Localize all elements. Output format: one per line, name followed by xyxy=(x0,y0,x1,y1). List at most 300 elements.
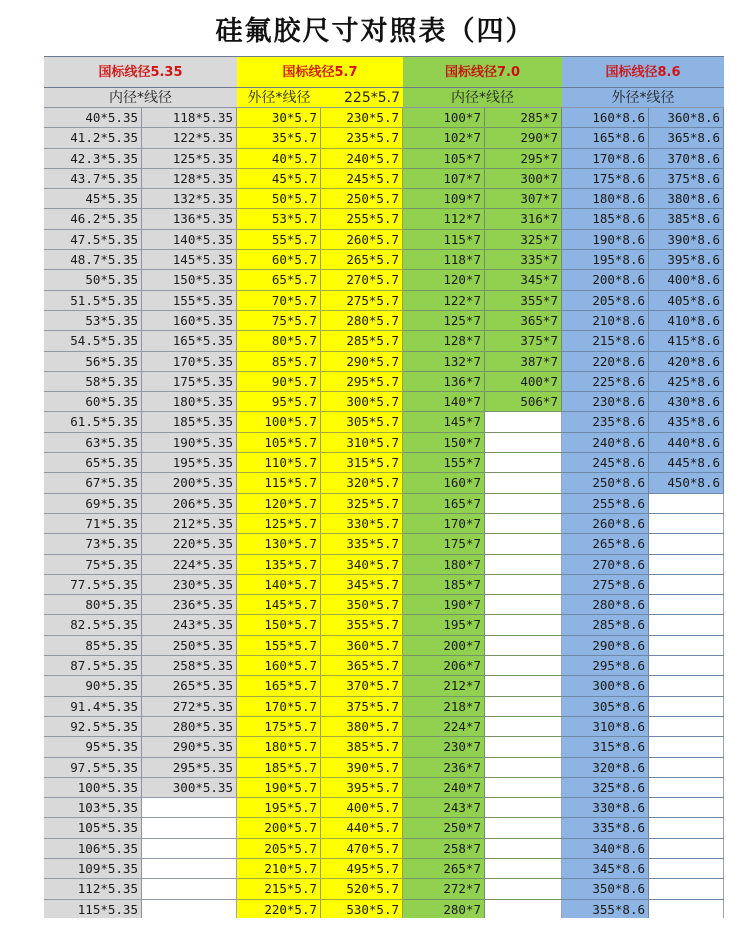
table-cell[interactable] xyxy=(649,555,724,574)
table-cell[interactable]: 387*7 xyxy=(485,352,562,371)
table-cell[interactable]: 295*7 xyxy=(485,149,562,168)
table-cell[interactable]: 80*5.35 xyxy=(44,595,142,614)
table-cell[interactable]: 395*5.7 xyxy=(321,778,403,797)
table-cell[interactable]: 136*7 xyxy=(403,372,485,391)
table-cell[interactable]: 95*5.7 xyxy=(237,392,321,411)
table-cell[interactable]: 185*5.7 xyxy=(237,758,321,777)
table-cell[interactable]: 180*5.7 xyxy=(237,737,321,756)
table-cell[interactable] xyxy=(649,575,724,594)
table-cell[interactable]: 195*5.35 xyxy=(142,453,237,472)
table-cell[interactable]: 285*5.7 xyxy=(321,331,403,350)
table-cell[interactable] xyxy=(485,514,562,533)
table-cell[interactable]: 150*5.35 xyxy=(142,270,237,289)
table-cell[interactable]: 175*7 xyxy=(403,534,485,553)
table-cell[interactable]: 220*5.7 xyxy=(237,900,321,918)
table-cell[interactable]: 195*5.7 xyxy=(237,798,321,817)
table-cell[interactable]: 130*5.7 xyxy=(237,534,321,553)
table-cell[interactable] xyxy=(485,818,562,837)
table-cell[interactable]: 495*5.7 xyxy=(321,859,403,878)
table-cell[interactable]: 180*7 xyxy=(403,555,485,574)
table-cell[interactable] xyxy=(142,818,237,837)
table-cell[interactable]: 53*5.35 xyxy=(44,311,142,330)
table-cell[interactable]: 180*5.35 xyxy=(142,392,237,411)
table-cell[interactable]: 285*7 xyxy=(485,108,562,127)
table-cell[interactable]: 355*7 xyxy=(485,291,562,310)
table-cell[interactable]: 155*5.7 xyxy=(237,636,321,655)
table-cell[interactable]: 285*8.6 xyxy=(562,615,649,634)
table-cell[interactable]: 265*5.35 xyxy=(142,676,237,695)
table-cell[interactable]: 290*5.35 xyxy=(142,737,237,756)
table-cell[interactable]: 250*7 xyxy=(403,818,485,837)
table-cell[interactable]: 115*5.35 xyxy=(44,900,142,918)
table-cell[interactable]: 300*5.7 xyxy=(321,392,403,411)
table-cell[interactable] xyxy=(485,534,562,553)
table-cell[interactable]: 125*7 xyxy=(403,311,485,330)
table-cell[interactable]: 35*5.7 xyxy=(237,128,321,147)
table-cell[interactable]: 85*5.35 xyxy=(44,636,142,655)
table-cell[interactable]: 224*7 xyxy=(403,717,485,736)
table-cell[interactable]: 120*5.7 xyxy=(237,494,321,513)
table-cell[interactable]: 235*5.7 xyxy=(321,128,403,147)
table-cell[interactable]: 355*5.7 xyxy=(321,615,403,634)
table-cell[interactable]: 230*8.6 xyxy=(562,392,649,411)
table-cell[interactable]: 335*7 xyxy=(485,250,562,269)
table-cell[interactable]: 245*8.6 xyxy=(562,453,649,472)
table-cell[interactable]: 290*8.6 xyxy=(562,636,649,655)
table-cell[interactable]: 155*5.35 xyxy=(142,291,237,310)
table-cell[interactable]: 380*5.7 xyxy=(321,717,403,736)
table-cell[interactable]: 73*5.35 xyxy=(44,534,142,553)
table-cell[interactable]: 215*8.6 xyxy=(562,331,649,350)
table-cell[interactable]: 71*5.35 xyxy=(44,514,142,533)
table-cell[interactable] xyxy=(485,656,562,675)
table-cell[interactable]: 43.7*5.35 xyxy=(44,169,142,188)
table-cell[interactable]: 105*5.7 xyxy=(237,433,321,452)
table-cell[interactable]: 370*8.6 xyxy=(649,149,724,168)
table-cell[interactable]: 132*7 xyxy=(403,352,485,371)
table-cell[interactable]: 506*7 xyxy=(485,392,562,411)
table-cell[interactable]: 160*5.35 xyxy=(142,311,237,330)
table-cell[interactable]: 60*5.35 xyxy=(44,392,142,411)
table-cell[interactable]: 320*8.6 xyxy=(562,758,649,777)
table-cell[interactable]: 70*5.7 xyxy=(237,291,321,310)
table-cell[interactable]: 65*5.7 xyxy=(237,270,321,289)
table-cell[interactable]: 205*5.7 xyxy=(237,839,321,858)
table-cell[interactable]: 310*5.7 xyxy=(321,433,403,452)
table-cell[interactable]: 61.5*5.35 xyxy=(44,412,142,431)
table-cell[interactable]: 300*7 xyxy=(485,169,562,188)
table-cell[interactable]: 245*5.7 xyxy=(321,169,403,188)
table-cell[interactable]: 365*5.7 xyxy=(321,656,403,675)
table-cell[interactable]: 165*8.6 xyxy=(562,128,649,147)
table-cell[interactable]: 350*5.7 xyxy=(321,595,403,614)
table-cell[interactable]: 340*5.7 xyxy=(321,555,403,574)
table-cell[interactable]: 109*5.35 xyxy=(44,859,142,878)
table-cell[interactable]: 345*7 xyxy=(485,270,562,289)
table-cell[interactable]: 42.3*5.35 xyxy=(44,149,142,168)
table-cell[interactable]: 160*5.7 xyxy=(237,656,321,675)
table-cell[interactable]: 200*5.35 xyxy=(142,473,237,492)
table-cell[interactable]: 295*5.7 xyxy=(321,372,403,391)
table-cell[interactable]: 45*5.35 xyxy=(44,189,142,208)
table-cell[interactable]: 290*5.7 xyxy=(321,352,403,371)
table-cell[interactable] xyxy=(485,697,562,716)
table-cell[interactable]: 170*5.35 xyxy=(142,352,237,371)
table-cell[interactable]: 415*8.6 xyxy=(649,331,724,350)
table-cell[interactable]: 47.5*5.35 xyxy=(44,230,142,249)
table-cell[interactable]: 122*5.35 xyxy=(142,128,237,147)
table-cell[interactable]: 230*5.35 xyxy=(142,575,237,594)
table-cell[interactable]: 85*5.7 xyxy=(237,352,321,371)
table-cell[interactable]: 30*5.7 xyxy=(237,108,321,127)
table-cell[interactable] xyxy=(485,412,562,431)
table-cell[interactable]: 425*8.6 xyxy=(649,372,724,391)
table-cell[interactable] xyxy=(649,737,724,756)
table-cell[interactable]: 112*5.35 xyxy=(44,879,142,898)
table-cell[interactable]: 370*5.7 xyxy=(321,676,403,695)
table-cell[interactable]: 375*5.7 xyxy=(321,697,403,716)
table-cell[interactable]: 140*7 xyxy=(403,392,485,411)
table-cell[interactable] xyxy=(142,798,237,817)
table-cell[interactable]: 107*7 xyxy=(403,169,485,188)
table-cell[interactable]: 355*8.6 xyxy=(562,900,649,918)
table-cell[interactable]: 132*5.35 xyxy=(142,189,237,208)
table-cell[interactable]: 170*5.7 xyxy=(237,697,321,716)
table-cell[interactable]: 140*5.35 xyxy=(142,230,237,249)
table-cell[interactable] xyxy=(485,839,562,858)
table-cell[interactable]: 255*5.7 xyxy=(321,209,403,228)
table-cell[interactable] xyxy=(649,494,724,513)
table-cell[interactable] xyxy=(485,778,562,797)
table-cell[interactable]: 100*7 xyxy=(403,108,485,127)
table-cell[interactable] xyxy=(485,433,562,452)
table-cell[interactable]: 100*5.35 xyxy=(44,778,142,797)
table-cell[interactable]: 106*5.35 xyxy=(44,839,142,858)
table-cell[interactable]: 160*7 xyxy=(403,473,485,492)
table-cell[interactable]: 275*5.7 xyxy=(321,291,403,310)
table-cell[interactable]: 280*5.35 xyxy=(142,717,237,736)
table-cell[interactable]: 118*7 xyxy=(403,250,485,269)
table-cell[interactable]: 400*8.6 xyxy=(649,270,724,289)
table-cell[interactable]: 440*8.6 xyxy=(649,433,724,452)
table-cell[interactable]: 272*7 xyxy=(403,879,485,898)
table-cell[interactable]: 310*8.6 xyxy=(562,717,649,736)
table-cell[interactable]: 365*8.6 xyxy=(649,128,724,147)
table-cell[interactable]: 265*5.7 xyxy=(321,250,403,269)
table-cell[interactable]: 210*8.6 xyxy=(562,311,649,330)
table-cell[interactable] xyxy=(649,879,724,898)
table-cell[interactable]: 236*5.35 xyxy=(142,595,237,614)
table-cell[interactable]: 185*7 xyxy=(403,575,485,594)
table-cell[interactable]: 100*5.7 xyxy=(237,412,321,431)
table-cell[interactable]: 300*8.6 xyxy=(562,676,649,695)
table-cell[interactable]: 330*5.7 xyxy=(321,514,403,533)
table-cell[interactable]: 95*5.35 xyxy=(44,737,142,756)
table-cell[interactable]: 40*5.35 xyxy=(44,108,142,127)
table-cell[interactable] xyxy=(485,737,562,756)
table-cell[interactable]: 170*7 xyxy=(403,514,485,533)
table-cell[interactable]: 145*7 xyxy=(403,412,485,431)
table-cell[interactable]: 63*5.35 xyxy=(44,433,142,452)
table-cell[interactable]: 360*5.7 xyxy=(321,636,403,655)
table-cell[interactable]: 350*8.6 xyxy=(562,879,649,898)
table-cell[interactable]: 410*8.6 xyxy=(649,311,724,330)
table-cell[interactable]: 340*8.6 xyxy=(562,839,649,858)
table-cell[interactable]: 45*5.7 xyxy=(237,169,321,188)
table-cell[interactable]: 255*8.6 xyxy=(562,494,649,513)
table-cell[interactable]: 330*8.6 xyxy=(562,798,649,817)
table-cell[interactable]: 195*8.6 xyxy=(562,250,649,269)
table-cell[interactable]: 445*8.6 xyxy=(649,453,724,472)
table-cell[interactable]: 270*5.7 xyxy=(321,270,403,289)
table-cell[interactable]: 220*5.35 xyxy=(142,534,237,553)
table-cell[interactable]: 190*8.6 xyxy=(562,230,649,249)
table-cell[interactable] xyxy=(649,758,724,777)
table-cell[interactable]: 40*5.7 xyxy=(237,149,321,168)
table-cell[interactable]: 305*5.7 xyxy=(321,412,403,431)
table-cell[interactable]: 210*5.7 xyxy=(237,859,321,878)
table-cell[interactable]: 128*5.35 xyxy=(142,169,237,188)
table-cell[interactable]: 110*5.7 xyxy=(237,453,321,472)
table-cell[interactable] xyxy=(649,900,724,918)
table-cell[interactable]: 190*5.35 xyxy=(142,433,237,452)
table-cell[interactable]: 335*5.7 xyxy=(321,534,403,553)
table-cell[interactable]: 60*5.7 xyxy=(237,250,321,269)
table-cell[interactable]: 175*5.7 xyxy=(237,717,321,736)
table-cell[interactable]: 300*5.35 xyxy=(142,778,237,797)
table-cell[interactable]: 260*5.7 xyxy=(321,230,403,249)
table-cell[interactable] xyxy=(649,615,724,634)
table-cell[interactable]: 165*5.35 xyxy=(142,331,237,350)
table-cell[interactable]: 400*5.7 xyxy=(321,798,403,817)
table-cell[interactable]: 212*5.35 xyxy=(142,514,237,533)
table-cell[interactable]: 58*5.35 xyxy=(44,372,142,391)
table-cell[interactable]: 67*5.35 xyxy=(44,473,142,492)
table-cell[interactable] xyxy=(485,615,562,634)
table-cell[interactable]: 92.5*5.35 xyxy=(44,717,142,736)
table-cell[interactable]: 170*8.6 xyxy=(562,149,649,168)
table-cell[interactable]: 290*7 xyxy=(485,128,562,147)
table-cell[interactable]: 41.2*5.35 xyxy=(44,128,142,147)
table-cell[interactable] xyxy=(649,514,724,533)
table-cell[interactable]: 420*8.6 xyxy=(649,352,724,371)
table-cell[interactable]: 175*5.35 xyxy=(142,372,237,391)
table-cell[interactable] xyxy=(485,575,562,594)
table-cell[interactable]: 240*8.6 xyxy=(562,433,649,452)
table-cell[interactable]: 385*5.7 xyxy=(321,737,403,756)
table-cell[interactable] xyxy=(485,859,562,878)
table-cell[interactable]: 56*5.35 xyxy=(44,352,142,371)
table-cell[interactable]: 265*8.6 xyxy=(562,534,649,553)
table-cell[interactable]: 360*8.6 xyxy=(649,108,724,127)
table-cell[interactable]: 195*7 xyxy=(403,615,485,634)
table-cell[interactable]: 125*5.7 xyxy=(237,514,321,533)
table-cell[interactable] xyxy=(142,859,237,878)
table-cell[interactable]: 220*8.6 xyxy=(562,352,649,371)
table-cell[interactable]: 320*5.7 xyxy=(321,473,403,492)
table-cell[interactable]: 240*5.7 xyxy=(321,149,403,168)
table-cell[interactable]: 315*5.7 xyxy=(321,453,403,472)
table-cell[interactable]: 243*5.35 xyxy=(142,615,237,634)
table-cell[interactable] xyxy=(142,839,237,858)
table-cell[interactable]: 206*5.35 xyxy=(142,494,237,513)
table-cell[interactable]: 235*8.6 xyxy=(562,412,649,431)
table-cell[interactable]: 250*5.35 xyxy=(142,636,237,655)
table-cell[interactable]: 185*5.35 xyxy=(142,412,237,431)
table-cell[interactable]: 224*5.35 xyxy=(142,555,237,574)
table-cell[interactable]: 103*5.35 xyxy=(44,798,142,817)
table-cell[interactable]: 206*7 xyxy=(403,656,485,675)
table-cell[interactable]: 200*7 xyxy=(403,636,485,655)
table-cell[interactable] xyxy=(485,900,562,918)
table-cell[interactable]: 190*5.7 xyxy=(237,778,321,797)
table-cell[interactable]: 295*5.35 xyxy=(142,758,237,777)
table-cell[interactable]: 200*5.7 xyxy=(237,818,321,837)
table-cell[interactable]: 230*5.7 xyxy=(321,108,403,127)
table-cell[interactable]: 75*5.35 xyxy=(44,555,142,574)
table-cell[interactable]: 125*5.35 xyxy=(142,149,237,168)
table-cell[interactable]: 136*5.35 xyxy=(142,209,237,228)
table-cell[interactable] xyxy=(649,534,724,553)
table-cell[interactable]: 325*8.6 xyxy=(562,778,649,797)
table-cell[interactable]: 50*5.7 xyxy=(237,189,321,208)
table-cell[interactable]: 265*7 xyxy=(403,859,485,878)
table-cell[interactable]: 470*5.7 xyxy=(321,839,403,858)
table-cell[interactable]: 115*5.7 xyxy=(237,473,321,492)
table-cell[interactable] xyxy=(649,818,724,837)
table-cell[interactable]: 165*7 xyxy=(403,494,485,513)
table-cell[interactable] xyxy=(485,879,562,898)
table-cell[interactable]: 236*7 xyxy=(403,758,485,777)
table-cell[interactable]: 295*8.6 xyxy=(562,656,649,675)
table-cell[interactable] xyxy=(485,494,562,513)
table-cell[interactable]: 145*5.7 xyxy=(237,595,321,614)
table-cell[interactable]: 190*7 xyxy=(403,595,485,614)
table-cell[interactable]: 65*5.35 xyxy=(44,453,142,472)
table-cell[interactable] xyxy=(485,758,562,777)
table-cell[interactable]: 435*8.6 xyxy=(649,412,724,431)
table-cell[interactable]: 280*5.7 xyxy=(321,311,403,330)
table-cell[interactable]: 335*8.6 xyxy=(562,818,649,837)
table-cell[interactable]: 175*8.6 xyxy=(562,169,649,188)
table-cell[interactable] xyxy=(485,453,562,472)
table-cell[interactable]: 305*8.6 xyxy=(562,697,649,716)
table-cell[interactable]: 55*5.7 xyxy=(237,230,321,249)
table-cell[interactable]: 109*7 xyxy=(403,189,485,208)
table-cell[interactable]: 230*7 xyxy=(403,737,485,756)
table-cell[interactable]: 520*5.7 xyxy=(321,879,403,898)
table-cell[interactable]: 185*8.6 xyxy=(562,209,649,228)
table-cell[interactable]: 365*7 xyxy=(485,311,562,330)
table-cell[interactable]: 69*5.35 xyxy=(44,494,142,513)
table-cell[interactable]: 258*5.35 xyxy=(142,656,237,675)
table-cell[interactable]: 135*5.7 xyxy=(237,555,321,574)
table-cell[interactable]: 250*5.7 xyxy=(321,189,403,208)
table-cell[interactable]: 307*7 xyxy=(485,189,562,208)
table-cell[interactable]: 325*7 xyxy=(485,230,562,249)
table-cell[interactable] xyxy=(649,595,724,614)
table-cell[interactable]: 115*7 xyxy=(403,230,485,249)
table-cell[interactable]: 530*5.7 xyxy=(321,900,403,918)
table-cell[interactable] xyxy=(649,656,724,675)
table-cell[interactable]: 375*7 xyxy=(485,331,562,350)
table-cell[interactable] xyxy=(142,879,237,898)
table-cell[interactable]: 54.5*5.35 xyxy=(44,331,142,350)
table-cell[interactable]: 280*8.6 xyxy=(562,595,649,614)
table-cell[interactable]: 46.2*5.35 xyxy=(44,209,142,228)
table-cell[interactable] xyxy=(649,798,724,817)
table-cell[interactable] xyxy=(485,555,562,574)
table-cell[interactable]: 272*5.35 xyxy=(142,697,237,716)
table-cell[interactable]: 48.7*5.35 xyxy=(44,250,142,269)
table-cell[interactable]: 165*5.7 xyxy=(237,676,321,695)
table-cell[interactable]: 91.4*5.35 xyxy=(44,697,142,716)
table-cell[interactable]: 75*5.7 xyxy=(237,311,321,330)
table-cell[interactable] xyxy=(485,473,562,492)
table-cell[interactable]: 395*8.6 xyxy=(649,250,724,269)
table-cell[interactable] xyxy=(649,859,724,878)
table-cell[interactable]: 380*8.6 xyxy=(649,189,724,208)
table-cell[interactable]: 240*7 xyxy=(403,778,485,797)
table-cell[interactable]: 325*5.7 xyxy=(321,494,403,513)
table-cell[interactable]: 105*5.35 xyxy=(44,818,142,837)
table-cell[interactable]: 180*8.6 xyxy=(562,189,649,208)
table-cell[interactable]: 53*5.7 xyxy=(237,209,321,228)
table-cell[interactable]: 90*5.7 xyxy=(237,372,321,391)
table-cell[interactable]: 225*8.6 xyxy=(562,372,649,391)
table-cell[interactable]: 87.5*5.35 xyxy=(44,656,142,675)
table-cell[interactable]: 160*8.6 xyxy=(562,108,649,127)
table-cell[interactable]: 102*7 xyxy=(403,128,485,147)
table-cell[interactable] xyxy=(485,676,562,695)
table-cell[interactable]: 258*7 xyxy=(403,839,485,858)
table-cell[interactable] xyxy=(485,636,562,655)
table-cell[interactable]: 77.5*5.35 xyxy=(44,575,142,594)
table-cell[interactable]: 80*5.7 xyxy=(237,331,321,350)
table-cell[interactable]: 316*7 xyxy=(485,209,562,228)
table-cell[interactable]: 215*5.7 xyxy=(237,879,321,898)
table-cell[interactable]: 90*5.35 xyxy=(44,676,142,695)
table-cell[interactable]: 405*8.6 xyxy=(649,291,724,310)
table-cell[interactable]: 385*8.6 xyxy=(649,209,724,228)
table-cell[interactable]: 122*7 xyxy=(403,291,485,310)
table-cell[interactable]: 400*7 xyxy=(485,372,562,391)
table-cell[interactable]: 145*5.35 xyxy=(142,250,237,269)
table-cell[interactable]: 112*7 xyxy=(403,209,485,228)
table-cell[interactable]: 450*8.6 xyxy=(649,473,724,492)
table-cell[interactable]: 375*8.6 xyxy=(649,169,724,188)
table-cell[interactable]: 440*5.7 xyxy=(321,818,403,837)
table-cell[interactable] xyxy=(142,900,237,918)
table-cell[interactable]: 280*7 xyxy=(403,900,485,918)
table-cell[interactable]: 150*7 xyxy=(403,433,485,452)
table-cell[interactable] xyxy=(485,798,562,817)
table-cell[interactable] xyxy=(485,717,562,736)
table-cell[interactable]: 390*5.7 xyxy=(321,758,403,777)
table-cell[interactable]: 345*8.6 xyxy=(562,859,649,878)
table-cell[interactable] xyxy=(649,717,724,736)
table-cell[interactable]: 270*8.6 xyxy=(562,555,649,574)
table-cell[interactable]: 315*8.6 xyxy=(562,737,649,756)
table-cell[interactable]: 430*8.6 xyxy=(649,392,724,411)
table-cell[interactable] xyxy=(485,595,562,614)
table-cell[interactable]: 97.5*5.35 xyxy=(44,758,142,777)
table-cell[interactable] xyxy=(649,697,724,716)
table-cell[interactable]: 212*7 xyxy=(403,676,485,695)
table-cell[interactable]: 140*5.7 xyxy=(237,575,321,594)
table-cell[interactable]: 105*7 xyxy=(403,149,485,168)
table-cell[interactable]: 250*8.6 xyxy=(562,473,649,492)
